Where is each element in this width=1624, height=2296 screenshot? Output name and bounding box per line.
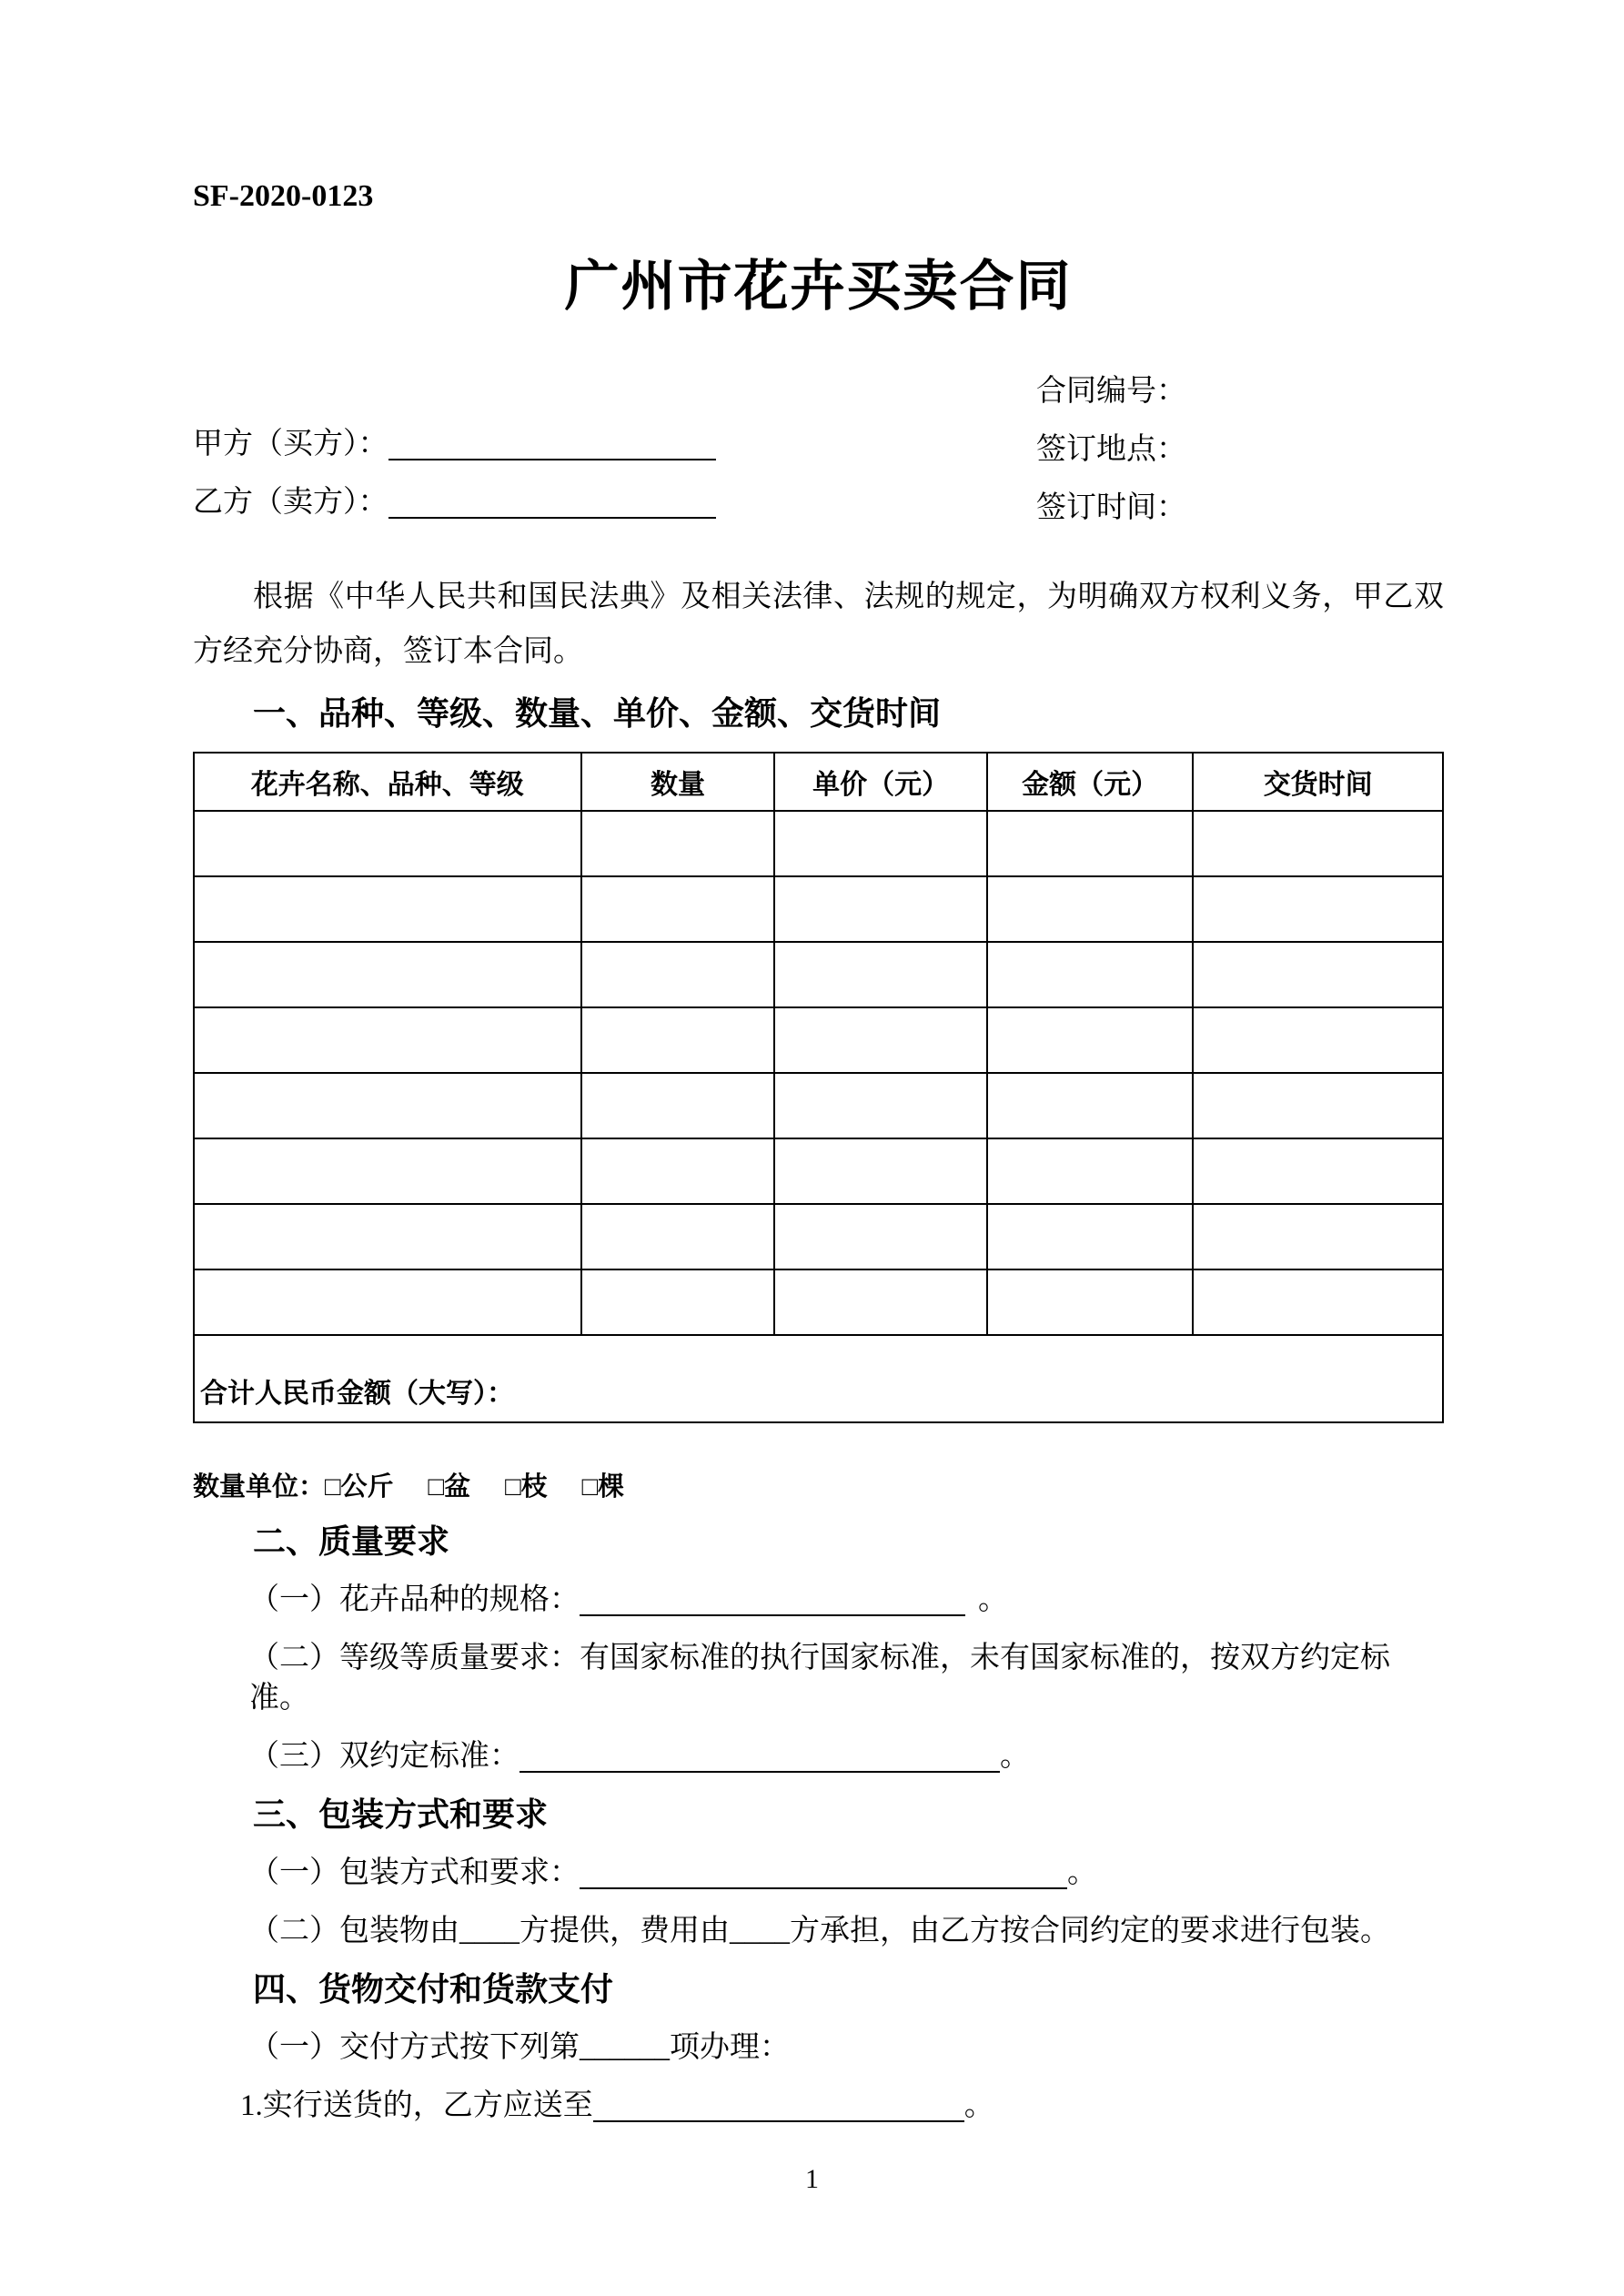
items-table-cell-empty[interactable]	[987, 876, 1194, 942]
sign-place-label: 签订地点：	[1036, 433, 1186, 466]
clause-quality-standard: （二）等级等质量要求：有国家标准的执行国家标准，未有国家标准的，按双方约定标准。	[249, 1642, 1390, 1714]
items-table-row	[194, 1138, 1443, 1204]
items-table-cell-empty[interactable]	[194, 942, 581, 1007]
delivery-address-blank-field[interactable]	[593, 2120, 964, 2122]
total-amount-label: 合计人民币金额（大写）：	[200, 1379, 514, 1409]
clause-delivery-method: （一）交付方式按下列第______项办理：	[249, 2031, 790, 2064]
section-2-heading: 二、质量要求	[253, 1522, 450, 1560]
intro-paragraph: 根据《中华人民共和国民法典》及相关法律、法规的规定，为明确双方权利义务，甲乙双方经充分协商，签订本合同。	[193, 581, 1444, 668]
checkbox-kilogram[interactable]: □公斤	[325, 1472, 394, 1502]
items-table-cell-empty[interactable]	[774, 1007, 986, 1073]
items-table-cell-empty[interactable]	[581, 811, 775, 876]
items-table-cell-empty[interactable]	[581, 1073, 775, 1138]
col-header-unit-price: 单价（元）	[774, 753, 986, 811]
items-table-cell-empty[interactable]	[194, 1138, 581, 1204]
items-table-row	[194, 1007, 1443, 1073]
items-table-header-row	[194, 753, 1443, 811]
items-table-row	[194, 1269, 1443, 1335]
items-table-cell-empty[interactable]	[581, 942, 775, 1007]
items-table-row	[194, 811, 1443, 876]
section-1-heading: 一、品种、等级、数量、单价、金额、交货时间	[253, 694, 942, 732]
items-table-cell-empty[interactable]	[774, 1269, 986, 1335]
items-table-cell-empty[interactable]	[1193, 811, 1443, 876]
items-table-cell-empty[interactable]	[774, 1138, 986, 1204]
items-table-cell-empty[interactable]	[581, 1007, 775, 1073]
items-table-cell-empty[interactable]	[1193, 1007, 1443, 1073]
items-table-cell-empty[interactable]	[1193, 1269, 1443, 1335]
items-table-body	[194, 811, 1443, 1335]
items-table-cell-empty[interactable]	[987, 942, 1194, 1007]
contract-no-label: 合同编号：	[1036, 375, 1186, 408]
unit-note	[193, 1471, 1444, 1503]
party-a-line	[193, 415, 1036, 473]
party-b-line	[193, 473, 1036, 531]
items-table-cell-empty[interactable]	[581, 1204, 775, 1269]
clause-packaging-method-label: （一）包装方式和要求：	[249, 1856, 580, 1889]
clause-agreed-standard-period: 。	[1000, 1740, 1030, 1773]
items-table-cell-empty[interactable]	[774, 811, 986, 876]
total-amount-cell[interactable]	[194, 1335, 1443, 1422]
items-table-cell-empty[interactable]	[194, 876, 581, 942]
items-table-footer-row	[194, 1335, 1443, 1422]
items-table-cell-empty[interactable]	[194, 1007, 581, 1073]
items-table	[193, 752, 1444, 1423]
section-3-heading: 三、包装方式和要求	[253, 1795, 549, 1833]
items-table-row	[194, 1204, 1443, 1269]
checkbox-stem[interactable]: □枝	[505, 1472, 548, 1502]
clause-flower-spec-label: （一）花卉品种的规格：	[249, 1583, 580, 1616]
packaging-method-blank-field[interactable]	[580, 1887, 1067, 1889]
items-table-cell-empty[interactable]	[581, 876, 775, 942]
items-table-cell-empty[interactable]	[1193, 876, 1443, 942]
clause-delivery-address-period: 。	[963, 2089, 994, 2122]
items-table-row	[194, 942, 1443, 1007]
items-table-row	[194, 1073, 1443, 1138]
clause-flower-spec	[249, 1580, 1444, 1620]
meta-block	[1036, 362, 1444, 537]
document-title: 广州市花卉买卖合同	[564, 256, 1073, 317]
clause-packaging-provider: （二）包装物由____方提供，费用由____方承担，由乙方按合同约定的要求进行包装。	[249, 1915, 1390, 1947]
flower-spec-blank-field[interactable]	[580, 1614, 965, 1616]
col-header-quantity: 数量	[581, 753, 775, 811]
document-code: SF-2020-0123	[193, 179, 374, 213]
items-table-cell-empty[interactable]	[774, 1204, 986, 1269]
items-table-cell-empty[interactable]	[987, 1269, 1194, 1335]
items-table-cell-empty[interactable]	[987, 811, 1194, 876]
sign-time-label: 签订时间：	[1036, 491, 1186, 524]
party-b-label: 乙方（卖方）：	[193, 486, 388, 519]
clause-agreed-standard	[249, 1736, 1444, 1776]
checkbox-plant[interactable]: □棵	[581, 1472, 625, 1502]
clause-flower-spec-period: 。	[978, 1583, 1008, 1616]
header-block	[193, 362, 1444, 537]
items-table-cell-empty[interactable]	[774, 942, 986, 1007]
items-table-cell-empty[interactable]	[987, 1007, 1194, 1073]
agreed-standard-blank-field[interactable]	[519, 1771, 1000, 1773]
clause-packaging-method	[249, 1853, 1444, 1893]
parties-block	[193, 415, 1036, 537]
items-table-cell-empty[interactable]	[1193, 942, 1443, 1007]
items-table-cell-empty[interactable]	[987, 1073, 1194, 1138]
clause-packaging-method-period: 。	[1067, 1856, 1097, 1889]
items-table-cell-empty[interactable]	[1193, 1204, 1443, 1269]
items-table-cell-empty[interactable]	[774, 876, 986, 942]
col-header-amount: 金额（元）	[987, 753, 1194, 811]
items-table-cell-empty[interactable]	[194, 1269, 581, 1335]
items-table-cell-empty[interactable]	[987, 1138, 1194, 1204]
page-number: 1	[805, 2164, 819, 2194]
items-table-cell-empty[interactable]	[194, 811, 581, 876]
items-table-cell-empty[interactable]	[774, 1073, 986, 1138]
items-table-cell-empty[interactable]	[1193, 1073, 1443, 1138]
col-header-delivery-time: 交货时间	[1193, 753, 1443, 811]
col-header-flower-name: 花卉名称、品种、等级	[194, 753, 581, 811]
items-table-row	[194, 876, 1443, 942]
clause-delivery-address	[240, 2086, 1444, 2126]
party-a-blank-field[interactable]	[388, 459, 716, 460]
section-4-heading: 四、货物交付和货款支付	[253, 1970, 614, 2008]
items-table-cell-empty[interactable]	[194, 1204, 581, 1269]
clause-delivery-address-label: 1.实行送货的，乙方应送至	[240, 2089, 593, 2122]
items-table-cell-empty[interactable]	[581, 1269, 775, 1335]
items-table-cell-empty[interactable]	[581, 1138, 775, 1204]
items-table-cell-empty[interactable]	[1193, 1138, 1443, 1204]
unit-note-label: 数量单位：	[193, 1472, 326, 1502]
items-table-cell-empty[interactable]	[987, 1204, 1194, 1269]
party-a-label: 甲方（买方）：	[193, 428, 388, 460]
checkbox-pot[interactable]: □盆	[428, 1472, 471, 1502]
items-table-cell-empty[interactable]	[194, 1073, 581, 1138]
clause-agreed-standard-label: （三）双约定标准：	[249, 1740, 519, 1773]
party-b-blank-field[interactable]	[388, 517, 716, 519]
